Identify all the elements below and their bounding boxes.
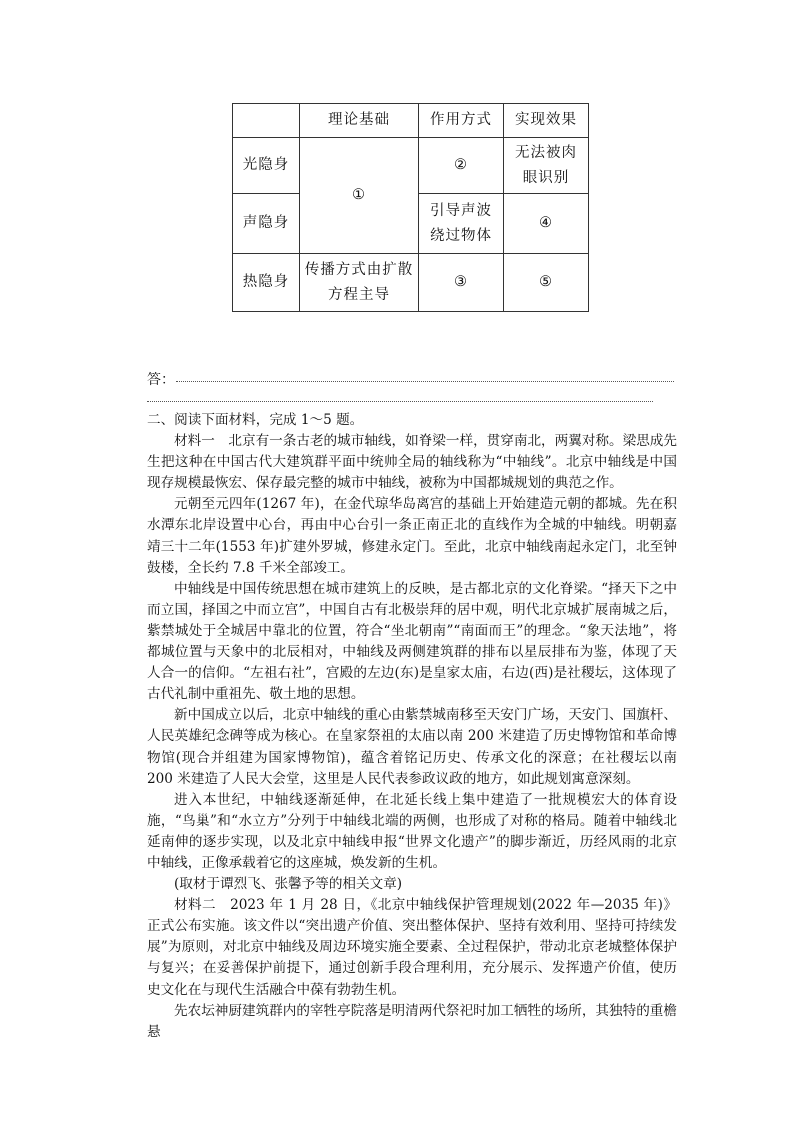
paragraph: 先农坛神厨建筑群内的宰牲亭院落是明清两代祭祀时加工牺牲的场所，其独特的重檐悬: [147, 1002, 677, 1040]
header-cell-effect: 实现效果: [504, 104, 589, 138]
table-cell: ②: [419, 138, 504, 194]
table-cell: 无法被肉眼识别: [504, 138, 589, 194]
source-note: (取材于谭烈飞、张馨予等的相关文章): [174, 876, 403, 893]
table-cell: 传播方式由扩散方程主导: [300, 254, 419, 312]
row-label: 热隐身: [233, 254, 300, 312]
table-row: [233, 254, 589, 312]
table-cell: ⑤: [504, 254, 589, 312]
comparison-table: [232, 103, 589, 312]
paragraph: 新中国成立以后，北京中轴线的重心由紫禁城南移至天安门广场，天安门、国旗杆、人民英雄纪念碑等成为核心。在皇家祭祖的太庙以南 200 米建造了历史博物馆和革命博物馆(现合并组建为国家博物馆)，蕴含着铭记历史、传承文化的深意；在社稷坛以南 200 米建造了人民大会堂，这里是人民代表参政议政的地方，如此规划寓意深刻。: [147, 707, 677, 787]
answer-line: [147, 401, 653, 402]
reading-text: [147, 410, 677, 1043]
table-cell: ③: [419, 254, 504, 312]
table-cell: 引导声波绕过物体: [419, 194, 504, 254]
row-label: 声隐身: [233, 194, 300, 254]
paragraph: 材料一 北京有一条古老的城市轴线，如脊梁一样，贯穿南北，两翼对称。梁思成先生把这种在中国古代大建筑群平面中统帅全局的轴线称为“中轴线”。北京中轴线是中国现存规模最恢宏、保存最完整的城市中轴线，被称为中国都城规划的典范之作。: [147, 433, 677, 492]
paragraph: 中轴线是中国传统思想在城市建筑上的反映，是古都北京的文化脊梁。“择天下之中而立国，择国之中而立宫”，中国自古有北极崇拜的居中观，明代北京城扩展南城之后，紫禁城处于全城居中靠北的位置，符合“坐北朝南”“南面而王”的理念。“象天法地”，将都城位置与天象中的北辰相对，中轴线及两侧建筑群的排布以星辰排布为鉴，体现了天人合一的信仰。“左祖右社”，宫殿的左边(东)是皇家太庙，右边(西)是社稷坛，这体现了古代礼制中重祖先、敬土地的思想。: [147, 580, 677, 703]
paragraph: 进入本世纪，中轴线逐渐延伸，在北延长线上集中建造了一批规模宏大的体育设施，“鸟巢”和“水立方”分列于中轴线北端的两侧，也形成了对称的格局。随着中轴线北延南伸的逐步实现，以及北京中轴线申报“世界文化遗产”的脚步渐近，历经风雨的北京中轴线，正像承载着它的这座城，焕发新的生机。: [147, 791, 677, 871]
header-cell-theory: 理论基础: [300, 104, 419, 138]
header-cell-empty: [233, 104, 300, 138]
header-cell-method: 作用方式: [419, 104, 504, 138]
table-row: [233, 138, 589, 194]
answer-line: [176, 381, 674, 382]
answer-label: 答：: [147, 372, 175, 388]
paragraph: 材料二 2023 年 1 月 28 日，《北京中轴线保护管理规划(2022 年—2035 年)》正式公布实施。该文件以“突出遗产价值、突出整体保护、坚持有效利用、坚持可持续发展”为原则，对北京中轴线及周边环境实施全要素、全过程保护，带动北京老城整体保护与复兴；在妥善保护前提下，通过创新手段合理利用，充分展示、发挥遗产价值，使历史文化在与现代生活融合中葆有勃勃生机。: [147, 897, 677, 998]
table-header-row: [233, 104, 589, 138]
table-cell: ④: [504, 194, 589, 254]
row-label: 光隐身: [233, 138, 300, 194]
table-cell: ①: [300, 138, 419, 254]
paragraph: 元朝至元四年(1267 年)，在金代琼华岛离宫的基础上开始建造元朝的都城。先在积水潭东北岸设置中心台，再由中心台引一条正南正北的直线作为全城的中轴线。明朝嘉靖三十二年(1553 年)扩建外罗城，修建永定门。至此，北京中轴线南起永定门，北至钟鼓楼，全长约 7.8 千米全部竣工。: [147, 496, 677, 576]
section-title: 二、阅读下面材料，完成 1～5 题。: [147, 412, 364, 428]
